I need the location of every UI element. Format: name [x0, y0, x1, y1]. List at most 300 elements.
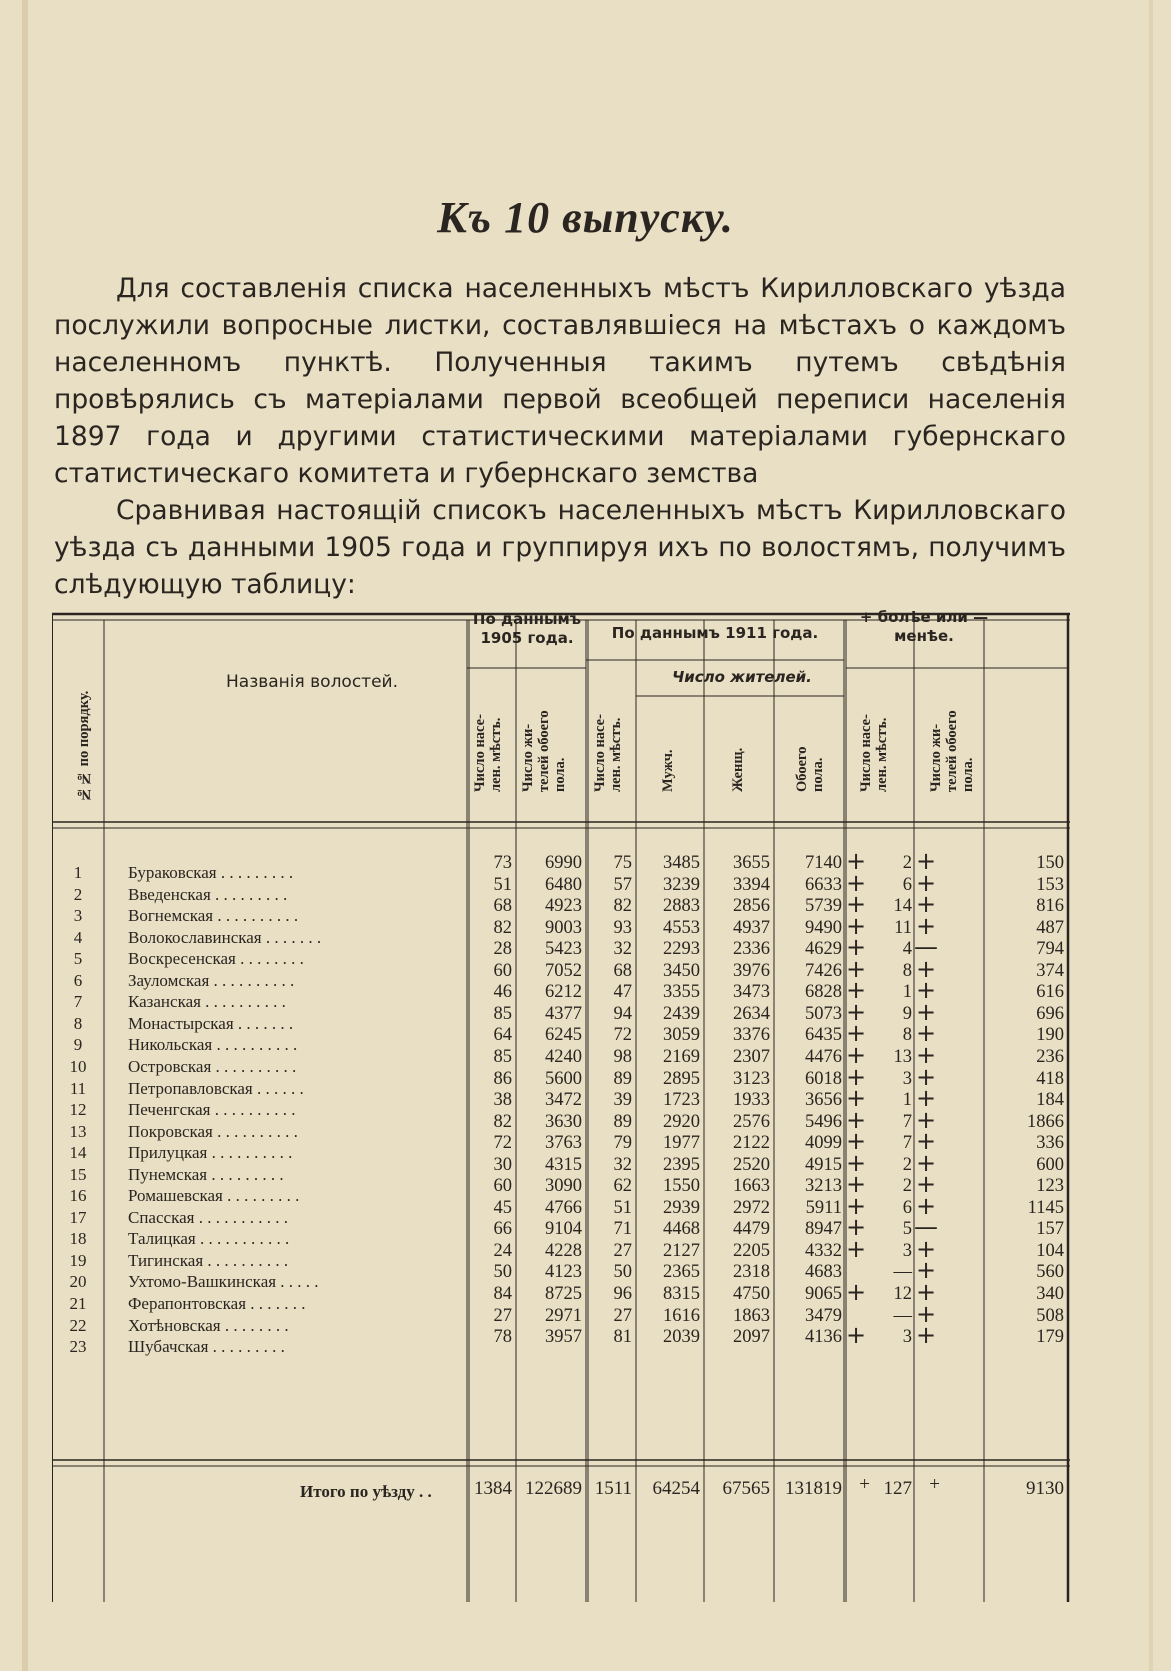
total-p05: 1384 [474, 1478, 512, 1499]
cell-d1: 7 [902, 1133, 912, 1154]
cell-d2: 1145 [1027, 1197, 1064, 1218]
statistics-table [52, 608, 1070, 1612]
cell-f: 2856 [733, 896, 770, 917]
volost-name: Бураковская . . . . . . . . . [128, 863, 294, 882]
cell-sign: + [845, 1084, 867, 1113]
volost-name: Ухтомо-Вашкинская . . . . . [128, 1272, 319, 1292]
cell-t: 5739 [805, 896, 842, 917]
cell-d2: 616 [1036, 982, 1064, 1003]
cell-f: 3123 [733, 1068, 770, 1089]
cell-f: 4750 [733, 1284, 770, 1304]
cell-m: 3239 [663, 874, 700, 895]
cell-d2: 236 [1036, 1046, 1064, 1067]
row-number: 13 [69, 1121, 87, 1141]
intro-text [54, 270, 1066, 603]
cell-f: 2336 [733, 939, 770, 960]
cell-sign: + [915, 1299, 937, 1328]
intro-paragraph-1: Для составленія списка населенныхъ мѣстъ Кирилловскаго уѣзда послужили вопросные листки, составлявшіеся на мѣстахъ о каждомъ населенномъ пунктѣ. Полученныя такимъ путемъ свѣдѣнія провѣрялись съ матеріалами первой всеобщей переписи населенія 1897 года и другими статистическими матеріалами губернскаго статистическаго комитета и губернскаго земства [54, 273, 1066, 489]
cell-f: 4479 [733, 1219, 770, 1240]
cell-d1: 1 [902, 1090, 912, 1111]
row-number: 12 [69, 1100, 87, 1120]
cell-p05: 85 [493, 1003, 512, 1024]
row-number: 17 [69, 1207, 87, 1227]
volost-name: Воскресенская . . . . . . . . [128, 949, 304, 969]
cell-p11: 57 [613, 874, 632, 895]
volost-name: Ромашевская . . . . . . . . . [128, 1186, 300, 1206]
cell-p05: 45 [493, 1197, 512, 1218]
cell-pop05: 3090 [545, 1176, 582, 1197]
cell-t: 9490 [805, 917, 842, 938]
cell-d1: — [893, 1262, 912, 1283]
cell-m: 3485 [663, 853, 700, 873]
cell-sign: + [915, 1040, 937, 1069]
cell-d2: 508 [1036, 1305, 1064, 1326]
cell-p05: 51 [493, 874, 512, 895]
cell-f: 1933 [733, 1090, 770, 1111]
cell-t: 6828 [805, 982, 842, 1003]
cell-p11: 39 [613, 1090, 632, 1111]
cell-f: 2634 [733, 1003, 770, 1024]
total-t: 131819 [785, 1478, 842, 1499]
cell-f: 3376 [733, 1025, 770, 1046]
cell-t: 4476 [805, 1046, 842, 1067]
cell-m: 1616 [663, 1305, 700, 1326]
cell-f: 4937 [733, 917, 770, 938]
cell-f: 3655 [733, 853, 770, 873]
cell-t: 3656 [805, 1090, 842, 1111]
cell-sign: + [845, 976, 867, 1005]
volost-name: Шубачская . . . . . . . . . [128, 1337, 285, 1357]
cell-t: 5496 [805, 1111, 842, 1132]
cell-sign: + [915, 997, 937, 1026]
cell-d1: 3 [902, 1327, 912, 1348]
volost-name: Вогнемская . . . . . . . . . . [128, 906, 299, 926]
cell-sign: + [915, 868, 937, 897]
cell-d1: 4 [902, 939, 912, 960]
volost-name: Петропавловская . . . . . . [128, 1078, 304, 1098]
cell-p11: 94 [613, 1003, 632, 1024]
cell-d1: 8 [902, 1025, 912, 1046]
cell-m: 4553 [663, 917, 700, 938]
page-edge-shadow [22, 0, 28, 1671]
total-p11: 1511 [594, 1478, 632, 1499]
cell-f: 3394 [733, 874, 770, 895]
cell-m: 3450 [663, 960, 700, 981]
cell-sign: + [845, 847, 867, 875]
header-difference: + болѣе или — менѣе. [859, 608, 989, 645]
row-number: 22 [69, 1315, 87, 1335]
cell-m: 3355 [663, 982, 700, 1003]
cell-d2: 184 [1036, 1090, 1064, 1111]
cell-sign: + [845, 868, 867, 897]
cell-pop05: 5600 [545, 1068, 582, 1089]
row-number: 7 [73, 992, 83, 1012]
cell-p05: 73 [493, 853, 512, 873]
cell-p11: 71 [613, 1219, 632, 1240]
total-d2: 9130 [1026, 1478, 1064, 1499]
cell-t: 4136 [805, 1327, 842, 1348]
cell-m: 2920 [663, 1111, 700, 1132]
cell-t: 3479 [805, 1305, 842, 1326]
cell-m: 2439 [663, 1003, 700, 1024]
cell-sign: + [845, 1105, 867, 1134]
cell-sign: + [845, 1278, 867, 1306]
row-number: 9 [73, 1035, 83, 1055]
cell-t: 4332 [805, 1240, 842, 1261]
cell-sign: + [845, 890, 867, 919]
cell-d2: 179 [1036, 1327, 1064, 1348]
cell-d1: 1 [902, 982, 912, 1003]
cell-p11: 75 [613, 853, 632, 873]
volost-name: Ферапонтовская . . . . . . . [128, 1294, 306, 1313]
cell-m: 1723 [663, 1090, 700, 1111]
row-number: 23 [69, 1337, 87, 1357]
header-1905: По даннымъ 1905 года. [472, 610, 582, 647]
cell-sign: + [915, 1084, 937, 1113]
row-number: 8 [73, 1013, 83, 1033]
cell-sign: + [915, 954, 937, 983]
cell-t: 5911 [805, 1197, 842, 1218]
header-volost-name: Названія волостей. [226, 672, 398, 692]
row-number: 11 [69, 1078, 87, 1098]
row-number: 2 [73, 884, 83, 904]
cell-f: 2205 [733, 1240, 770, 1261]
cell-t: 4683 [805, 1262, 842, 1283]
cell-d1: 14 [893, 896, 912, 917]
cell-p11: 82 [613, 896, 632, 917]
cell-d2: 487 [1036, 917, 1064, 938]
cell-m: 4468 [663, 1219, 700, 1240]
cell-f: 2097 [733, 1327, 770, 1348]
row-number: 19 [69, 1250, 87, 1270]
cell-p11: 47 [613, 982, 632, 1003]
cell-m: 2365 [663, 1262, 700, 1283]
cell-d2: 374 [1036, 960, 1064, 981]
cell-d1: 13 [893, 1046, 912, 1067]
cell-pop05: 4923 [545, 896, 582, 917]
cell-p05: 60 [493, 960, 512, 981]
row-number: 6 [73, 970, 83, 990]
cell-sign: + [845, 1148, 867, 1177]
cell-f: 2520 [733, 1154, 770, 1175]
cell-sign: + [845, 933, 867, 962]
cell-sign: + [915, 1170, 937, 1199]
total-m: 64254 [652, 1478, 700, 1499]
cell-d2: 1866 [1027, 1111, 1064, 1132]
total-pop05: 122689 [525, 1478, 582, 1499]
cell-p05: 82 [493, 1111, 512, 1132]
header-places-1911: Число насе- лен. мѣстъ. [592, 714, 624, 792]
cell-t: 4629 [805, 939, 842, 960]
cell-sign: + [915, 911, 937, 940]
cell-pop05: 6212 [545, 982, 582, 1003]
cell-d2: 150 [1036, 853, 1064, 873]
cell-p05: 38 [493, 1090, 512, 1111]
cell-t: 6633 [805, 874, 842, 895]
row-number: 16 [69, 1186, 87, 1206]
total-label: Итого по уѣзду . . [300, 1482, 432, 1501]
cell-sign: + [845, 1234, 867, 1263]
intro-paragraph-2: Сравнивая настоящій списокъ населенныхъ мѣстъ Кирилловскаго уѣзда съ данными 1905 года и группируя ихъ по волостямъ, получимъ слѣдующую таблицу: [54, 495, 1066, 600]
cell-d2: 560 [1036, 1262, 1064, 1283]
row-number: 4 [73, 927, 83, 947]
cell-p11: 89 [613, 1111, 632, 1132]
cell-m: 8315 [663, 1284, 700, 1304]
cell-pop05: 2971 [545, 1305, 582, 1326]
cell-sign: — [914, 1213, 938, 1242]
cell-pop05: 3957 [545, 1327, 582, 1348]
cell-sign: + [915, 1321, 937, 1350]
cell-m: 2895 [663, 1068, 700, 1089]
cell-m: 2883 [663, 896, 700, 917]
cell-pop05: 7052 [545, 960, 582, 981]
cell-d2: 794 [1036, 939, 1064, 960]
cell-p05: 30 [493, 1154, 512, 1175]
cell-sign: + [915, 1127, 937, 1156]
total-d1: 127 [883, 1478, 912, 1499]
cell-d1: 8 [902, 960, 912, 981]
row-number: 21 [69, 1294, 87, 1313]
row-number: 3 [73, 906, 83, 926]
cell-m: 2169 [663, 1046, 700, 1067]
cell-pop05: 3472 [545, 1090, 582, 1111]
header-places-1905: Число насе- лен. мѣстъ. [472, 714, 504, 792]
row-number: 20 [69, 1272, 87, 1292]
total-sign: + [859, 1474, 870, 1495]
row-number: 18 [69, 1229, 87, 1249]
cell-sign: + [915, 1256, 937, 1285]
cell-p05: 27 [493, 1305, 512, 1326]
cell-pop05: 9104 [545, 1219, 582, 1240]
volost-name: Казанская . . . . . . . . . . [128, 992, 286, 1012]
cell-pop05: 4240 [545, 1046, 582, 1067]
cell-sign: + [845, 954, 867, 983]
volost-name: Хотѣновская . . . . . . . . [128, 1315, 289, 1335]
header-male: Мужч. [660, 749, 676, 792]
cell-pop05: 4315 [545, 1154, 582, 1175]
cell-f: 3473 [733, 982, 770, 1003]
volost-name: Талицкая . . . . . . . . . . . [128, 1229, 290, 1249]
row-number: 1 [73, 863, 83, 882]
cell-p11: 50 [613, 1262, 632, 1283]
cell-p11: 32 [613, 1154, 632, 1175]
volost-name: Никольская . . . . . . . . . . [128, 1035, 298, 1055]
cell-d2: 190 [1036, 1025, 1064, 1046]
volost-name: Спасская . . . . . . . . . . . [128, 1207, 288, 1227]
row-number: 15 [69, 1164, 87, 1184]
cell-p05: 66 [493, 1219, 512, 1240]
volost-name: Пунемская . . . . . . . . . [128, 1164, 284, 1184]
volost-name: Покровская . . . . . . . . . . [128, 1121, 298, 1141]
cell-pop05: 4228 [545, 1240, 582, 1261]
cell-d2: 816 [1036, 896, 1064, 917]
header-female: Женщ. [730, 747, 746, 792]
cell-pop05: 4377 [545, 1003, 582, 1024]
cell-sign: + [915, 1062, 937, 1091]
cell-sign: + [915, 1105, 937, 1134]
cell-pop05: 6245 [545, 1025, 582, 1046]
cell-p11: 51 [613, 1197, 632, 1218]
cell-sign: + [915, 1234, 937, 1263]
header-both-sexes: Обоего пола. [794, 746, 826, 792]
cell-sign: + [845, 1062, 867, 1091]
cell-p05: 28 [493, 939, 512, 960]
cell-d1: 6 [902, 874, 912, 895]
cell-p11: 27 [613, 1240, 632, 1261]
cell-f: 2122 [733, 1133, 770, 1154]
cell-d2: 157 [1036, 1219, 1064, 1240]
row-number: 14 [69, 1143, 87, 1163]
volost-name: Тигинская . . . . . . . . . . [128, 1250, 289, 1270]
cell-m: 3059 [663, 1025, 700, 1046]
cell-d1: 2 [902, 853, 912, 873]
cell-p05: 24 [493, 1240, 512, 1261]
cell-d2: 123 [1036, 1176, 1064, 1197]
cell-p05: 68 [493, 896, 512, 917]
cell-d1: — [893, 1305, 912, 1326]
cell-pop05: 5423 [545, 939, 582, 960]
cell-p05: 46 [493, 982, 512, 1003]
cell-p11: 81 [613, 1327, 632, 1348]
cell-f: 2318 [733, 1262, 770, 1283]
cell-d1: 6 [902, 1197, 912, 1218]
cell-d1: 9 [902, 1003, 912, 1024]
cell-p05: 84 [493, 1284, 512, 1304]
cell-d1: 2 [902, 1154, 912, 1175]
cell-m: 2293 [663, 939, 700, 960]
cell-sign: + [845, 1321, 867, 1350]
cell-sign: + [845, 911, 867, 940]
cell-sign: + [915, 1148, 937, 1177]
page-edge-shadow-right [1149, 0, 1153, 1671]
cell-d1: 3 [902, 1068, 912, 1089]
cell-d2: 336 [1036, 1133, 1064, 1154]
cell-p05: 85 [493, 1046, 512, 1067]
cell-d1: 11 [894, 917, 912, 938]
cell-p11: 68 [613, 960, 632, 981]
cell-sign: + [845, 1019, 867, 1048]
cell-sign: + [845, 1191, 867, 1220]
cell-sign: + [915, 847, 937, 875]
cell-d2: 153 [1036, 874, 1064, 895]
total-sign: + [929, 1474, 940, 1495]
cell-p11: 96 [613, 1284, 632, 1304]
cell-p05: 64 [493, 1025, 512, 1046]
cell-t: 4915 [805, 1154, 842, 1175]
cell-d1: 5 [902, 1219, 912, 1240]
cell-p11: 32 [613, 939, 632, 960]
cell-pop05: 8725 [545, 1284, 582, 1304]
cell-d2: 418 [1036, 1068, 1064, 1089]
cell-p05: 60 [493, 1176, 512, 1197]
cell-p11: 98 [613, 1046, 632, 1067]
cell-m: 2127 [663, 1240, 700, 1261]
cell-p11: 62 [613, 1176, 632, 1197]
volost-name: Прилуцкая . . . . . . . . . . [128, 1143, 293, 1163]
cell-m: 2039 [663, 1327, 700, 1348]
cell-m: 2939 [663, 1197, 700, 1218]
volost-name: Печенгская . . . . . . . . . . [128, 1100, 296, 1120]
cell-pop05: 3763 [545, 1133, 582, 1154]
cell-pop05: 4766 [545, 1197, 582, 1218]
cell-pop05: 4123 [545, 1262, 582, 1283]
cell-sign: + [915, 1019, 937, 1048]
cell-pop05: 3630 [545, 1111, 582, 1132]
cell-sign: + [915, 1278, 937, 1306]
cell-p05: 86 [493, 1068, 512, 1089]
cell-f: 1663 [733, 1176, 770, 1197]
volost-name: Островская . . . . . . . . . . [128, 1056, 297, 1076]
cell-d1: 12 [893, 1284, 912, 1304]
cell-t: 8947 [805, 1219, 842, 1240]
cell-d1: 2 [902, 1176, 912, 1197]
cell-d2: 340 [1036, 1284, 1064, 1304]
cell-t: 6018 [805, 1068, 842, 1089]
cell-pop05: 6480 [545, 874, 582, 895]
cell-f: 2576 [733, 1111, 770, 1132]
cell-pop05: 6990 [545, 853, 582, 873]
cell-t: 3213 [805, 1176, 842, 1197]
cell-t: 7426 [805, 960, 842, 981]
header-diff-places: Число насе- лен. мѣстъ. [858, 714, 890, 792]
cell-sign: + [845, 1127, 867, 1156]
cell-t: 5073 [805, 1003, 842, 1024]
volost-name: Зауломская . . . . . . . . . . [128, 970, 295, 990]
cell-sign: + [845, 1170, 867, 1199]
header-row-number: №№ по порядку. [76, 690, 92, 802]
cell-sign: + [845, 1040, 867, 1069]
cell-d1: 7 [902, 1111, 912, 1132]
cell-p11: 79 [613, 1133, 632, 1154]
cell-p11: 93 [613, 917, 632, 938]
cell-pop05: 9003 [545, 917, 582, 938]
cell-d2: 104 [1036, 1240, 1064, 1261]
cell-t: 7140 [805, 853, 842, 873]
cell-f: 2307 [733, 1046, 770, 1067]
cell-sign: + [915, 1191, 937, 1220]
row-number: 10 [69, 1056, 87, 1076]
cell-p05: 78 [493, 1327, 512, 1348]
cell-d2: 600 [1036, 1154, 1064, 1175]
cell-p05: 50 [493, 1262, 512, 1283]
cell-sign: + [915, 976, 937, 1005]
volost-name: Монастырская . . . . . . . [128, 1013, 294, 1033]
page-title: Къ 10 выпуску. [437, 193, 734, 242]
volost-name: Введенская . . . . . . . . . [128, 884, 288, 904]
cell-p05: 82 [493, 917, 512, 938]
cell-f: 2972 [733, 1197, 770, 1218]
cell-t: 6435 [805, 1025, 842, 1046]
cell-p11: 89 [613, 1068, 632, 1089]
cell-f: 1863 [733, 1305, 770, 1326]
header-diff-population: Число жи- телей обоего пола. [928, 710, 976, 792]
cell-sign: + [845, 1213, 867, 1242]
cell-p11: 27 [613, 1305, 632, 1326]
header-residents: Число жителей. [672, 668, 812, 686]
cell-d2: 696 [1036, 1003, 1064, 1024]
total-f: 67565 [722, 1478, 770, 1499]
cell-d1: 3 [902, 1240, 912, 1261]
cell-m: 2395 [663, 1154, 700, 1175]
cell-p05: 72 [493, 1133, 512, 1154]
cell-sign: + [915, 890, 937, 919]
cell-sign: + [845, 997, 867, 1026]
cell-sign: — [914, 933, 938, 962]
cell-t: 4099 [805, 1133, 842, 1154]
cell-t: 9065 [805, 1284, 842, 1304]
cell-m: 1550 [663, 1176, 700, 1197]
header-population-1905: Число жи- телей обоего пола. [520, 710, 568, 792]
